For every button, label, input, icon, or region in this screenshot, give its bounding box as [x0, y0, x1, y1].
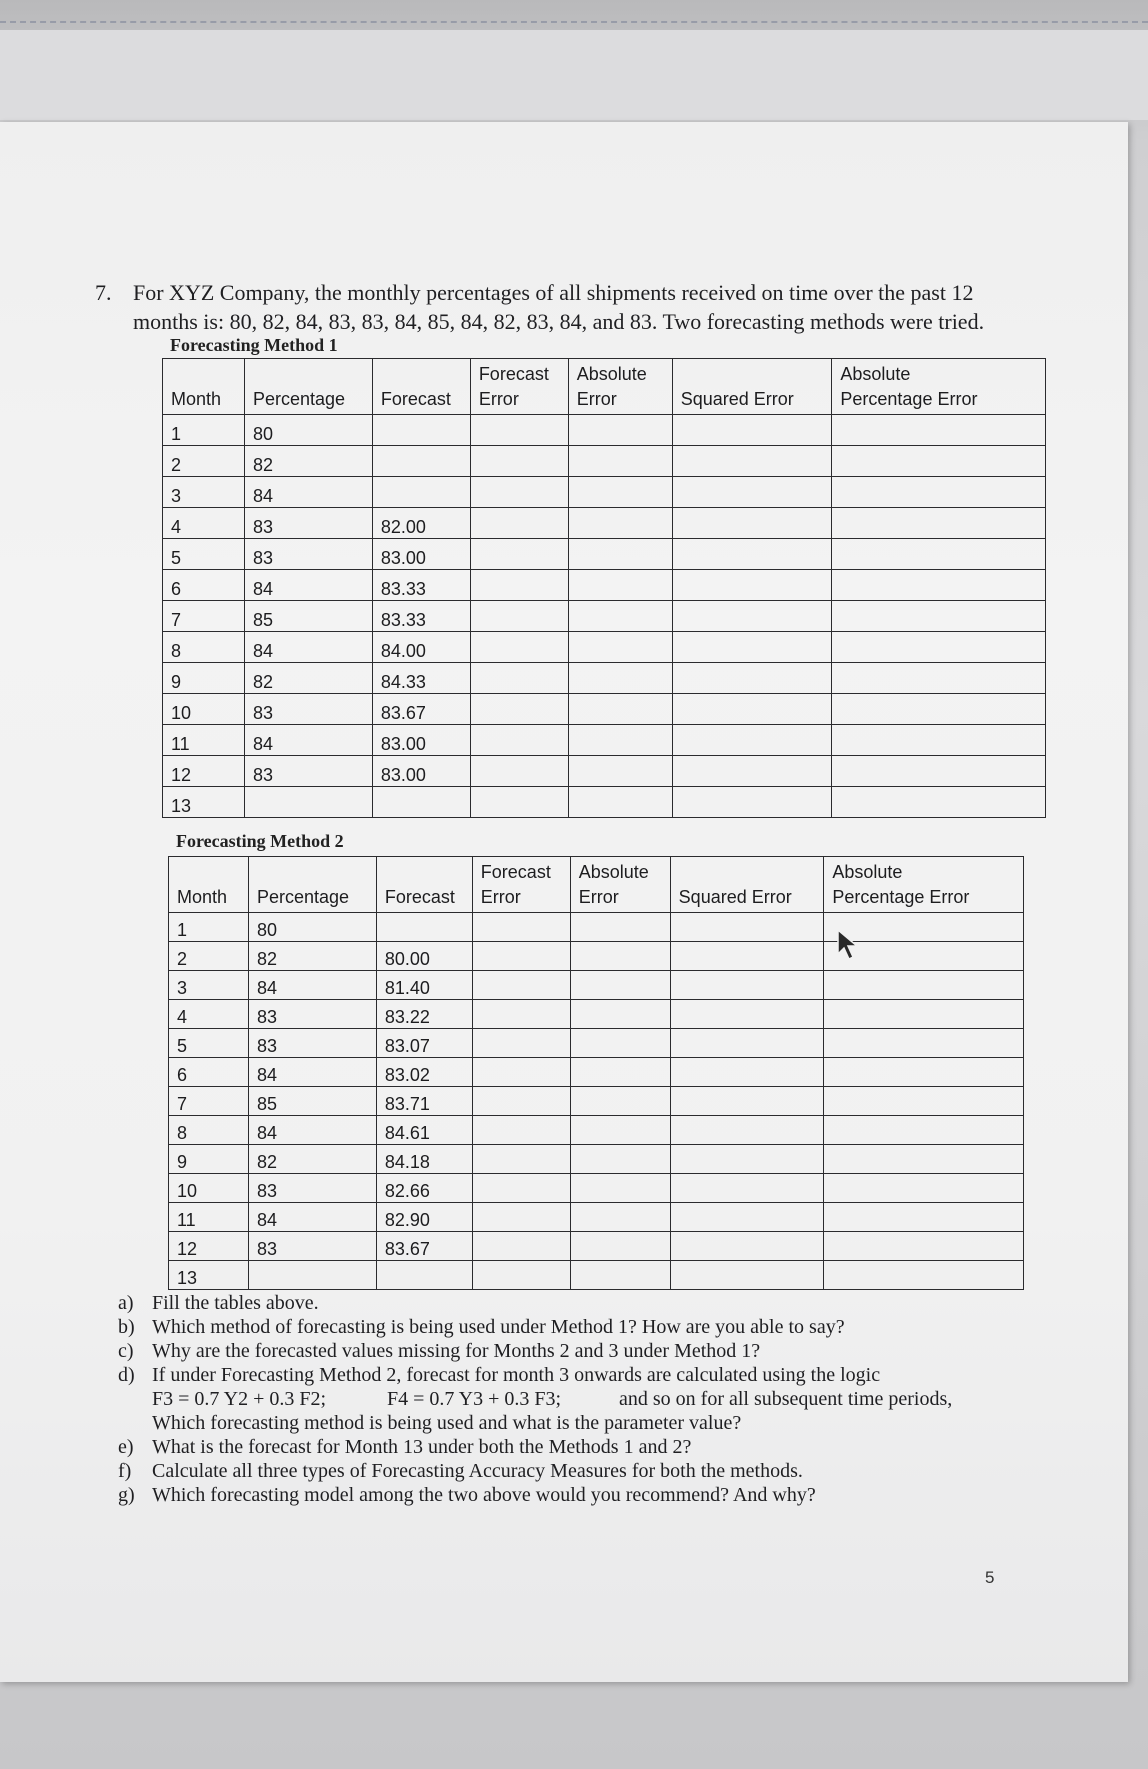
header-forecast-error: Forecast Error — [472, 857, 570, 913]
cell-absolute-percentage-error[interactable] — [824, 971, 1024, 1000]
table-row — [169, 971, 1024, 1000]
table-row — [163, 539, 1046, 570]
subquestion-c: c) Why are the forecasted values missing for Months 2 and 3 under Method 1? — [118, 1340, 761, 1362]
table-row — [169, 1261, 1024, 1290]
cell-squared-error[interactable] — [672, 539, 832, 570]
cell-absolute-percentage-error[interactable] — [832, 570, 1046, 601]
cell-squared-error[interactable] — [670, 1029, 824, 1058]
cell-percentage: 83 — [248, 1000, 376, 1029]
header-month: Month — [169, 857, 249, 913]
cell-forecast: 83.67 — [376, 1232, 472, 1261]
cell-percentage: 85 — [244, 601, 372, 632]
cell-absolute-percentage-error[interactable] — [824, 1029, 1024, 1058]
subquestion-d: d) If under Forecasting Method 2, forecast for month 3 onwards are calculated using the logic — [118, 1364, 881, 1386]
table-row — [163, 787, 1046, 818]
cell-forecast-error[interactable] — [472, 1232, 570, 1261]
cell-forecast: 83.22 — [376, 1000, 472, 1029]
table-row — [163, 725, 1046, 756]
cell-forecast-error[interactable] — [470, 725, 568, 756]
cell-absolute-error[interactable] — [570, 1145, 670, 1174]
cell-absolute-percentage-error[interactable] — [824, 1203, 1024, 1232]
cell-squared-error[interactable] — [672, 601, 832, 632]
cell-month: 3 — [169, 971, 249, 1000]
cell-percentage: 80 — [248, 913, 376, 942]
cell-percentage: 84 — [248, 1116, 376, 1145]
cell-month: 8 — [163, 632, 245, 663]
formula-f4: F4 = 0.7 Y3 + 0.3 F3; — [387, 1388, 562, 1410]
table-row — [169, 1087, 1024, 1116]
cell-forecast: 83.33 — [372, 570, 470, 601]
cell-forecast — [372, 787, 470, 818]
cell-forecast-error[interactable] — [472, 1058, 570, 1087]
cell-forecast-error[interactable] — [472, 1261, 570, 1290]
cell-percentage: 85 — [248, 1087, 376, 1116]
cell-squared-error[interactable] — [672, 694, 832, 725]
cell-percentage: 83 — [248, 1232, 376, 1261]
cell-absolute-error[interactable] — [570, 1261, 670, 1290]
cell-squared-error[interactable] — [670, 1203, 824, 1232]
cell-absolute-error[interactable] — [568, 446, 672, 477]
cell-month: 7 — [163, 601, 245, 632]
table-row — [163, 508, 1046, 539]
cell-forecast: 82.00 — [372, 508, 470, 539]
cell-forecast — [372, 415, 470, 446]
cell-forecast: 84.00 — [372, 632, 470, 663]
cell-percentage: 84 — [248, 1058, 376, 1087]
cell-squared-error[interactable] — [670, 1000, 824, 1029]
cell-percentage: 82 — [248, 942, 376, 971]
cell-absolute-percentage-error[interactable] — [824, 1232, 1024, 1261]
header-absolute-error: Absolute Error — [570, 857, 670, 913]
cell-month: 4 — [163, 508, 245, 539]
header-percentage: Percentage — [244, 359, 372, 415]
cell-forecast — [376, 913, 472, 942]
cell-month: 13 — [169, 1261, 249, 1290]
cell-percentage: 84 — [244, 477, 372, 508]
cell-month: 2 — [163, 446, 245, 477]
cell-month: 8 — [169, 1116, 249, 1145]
cell-absolute-percentage-error[interactable] — [832, 663, 1046, 694]
cell-absolute-error[interactable] — [568, 725, 672, 756]
previous-page-edge — [0, 30, 1148, 120]
cell-squared-error[interactable] — [672, 508, 832, 539]
cell-squared-error[interactable] — [670, 1087, 824, 1116]
cell-month: 11 — [169, 1203, 249, 1232]
cell-month: 12 — [169, 1232, 249, 1261]
cell-forecast — [376, 1261, 472, 1290]
cell-absolute-error[interactable] — [568, 694, 672, 725]
subquestion-e: e) What is the forecast for Month 13 under both the Methods 1 and 2? — [118, 1436, 692, 1458]
table-row — [163, 415, 1046, 446]
table-row — [169, 1116, 1024, 1145]
page-number: 5 — [985, 1568, 995, 1587]
cell-forecast-error[interactable] — [472, 1116, 570, 1145]
cell-percentage: 83 — [248, 1174, 376, 1203]
cell-forecast-error[interactable] — [470, 756, 568, 787]
cell-percentage: 84 — [244, 632, 372, 663]
cell-absolute-error[interactable] — [570, 1029, 670, 1058]
cell-percentage: 83 — [244, 539, 372, 570]
cell-absolute-error[interactable] — [568, 477, 672, 508]
cell-forecast — [372, 446, 470, 477]
table-row — [169, 1058, 1024, 1087]
cell-forecast-error[interactable] — [472, 1145, 570, 1174]
table-row — [163, 446, 1046, 477]
question-7 — [95, 278, 1095, 336]
cell-squared-error[interactable] — [670, 971, 824, 1000]
cell-forecast: 83.00 — [372, 725, 470, 756]
cell-forecast: 80.00 — [376, 942, 472, 971]
cell-month: 10 — [169, 1174, 249, 1203]
cell-month: 5 — [163, 539, 245, 570]
cell-forecast-error[interactable] — [472, 1174, 570, 1203]
subquestion-g: g) Which forecasting model among the two above would you recommend? And why? — [118, 1484, 816, 1506]
cell-forecast-error[interactable] — [472, 1087, 570, 1116]
cell-forecast-error[interactable] — [470, 415, 568, 446]
cell-forecast-error[interactable] — [470, 632, 568, 663]
cell-squared-error[interactable] — [670, 942, 824, 971]
subquestion-a: a) Fill the tables above. — [118, 1292, 319, 1314]
cell-forecast: 83.67 — [372, 694, 470, 725]
header-month: Month — [163, 359, 245, 415]
cell-percentage: 82 — [244, 663, 372, 694]
cell-absolute-percentage-error[interactable] — [832, 477, 1046, 508]
cell-forecast: 82.90 — [376, 1203, 472, 1232]
cell-forecast-error[interactable] — [470, 787, 568, 818]
formula-question: Which forecasting method is being used and what is the parameter value? — [152, 1412, 742, 1434]
method1-table — [162, 358, 1046, 818]
cell-absolute-percentage-error[interactable] — [824, 1174, 1024, 1203]
cell-forecast — [372, 477, 470, 508]
table-row — [169, 1232, 1024, 1261]
cell-absolute-error[interactable] — [570, 1174, 670, 1203]
header-squared-error: Squared Error — [672, 359, 832, 415]
cell-percentage: 80 — [244, 415, 372, 446]
cell-absolute-error[interactable] — [570, 1058, 670, 1087]
cell-absolute-error[interactable] — [568, 632, 672, 663]
cell-month: 9 — [169, 1145, 249, 1174]
cell-absolute-percentage-error[interactable] — [824, 1261, 1024, 1290]
cell-percentage: 83 — [244, 756, 372, 787]
cell-percentage: 84 — [248, 1203, 376, 1232]
cell-forecast-error[interactable] — [472, 1029, 570, 1058]
cell-forecast-error[interactable] — [470, 663, 568, 694]
cell-absolute-error[interactable] — [570, 1000, 670, 1029]
table-row — [169, 1029, 1024, 1058]
cell-squared-error[interactable] — [672, 725, 832, 756]
cell-absolute-error[interactable] — [568, 508, 672, 539]
cell-squared-error[interactable] — [672, 477, 832, 508]
cell-month: 7 — [169, 1087, 249, 1116]
cell-month: 3 — [163, 477, 245, 508]
cell-forecast-error[interactable] — [472, 1000, 570, 1029]
cell-forecast: 84.18 — [376, 1145, 472, 1174]
cell-absolute-error[interactable] — [568, 601, 672, 632]
cell-month: 1 — [163, 415, 245, 446]
cell-absolute-error[interactable] — [570, 971, 670, 1000]
method1-title: Forecasting Method 1 — [170, 335, 338, 355]
cell-squared-error[interactable] — [670, 913, 824, 942]
cell-month: 12 — [163, 756, 245, 787]
table-row — [163, 756, 1046, 787]
cell-absolute-percentage-error[interactable] — [832, 632, 1046, 663]
cell-absolute-error[interactable] — [570, 913, 670, 942]
cell-month: 10 — [163, 694, 245, 725]
cell-forecast: 84.33 — [372, 663, 470, 694]
cell-squared-error[interactable] — [672, 446, 832, 477]
cell-month: 5 — [169, 1029, 249, 1058]
method2-title: Forecasting Method 2 — [176, 831, 344, 851]
cell-forecast: 83.07 — [376, 1029, 472, 1058]
cell-month: 4 — [169, 1000, 249, 1029]
cell-percentage: 84 — [248, 971, 376, 1000]
cell-percentage: 82 — [248, 1145, 376, 1174]
cell-absolute-percentage-error[interactable] — [824, 1087, 1024, 1116]
cell-absolute-error[interactable] — [570, 942, 670, 971]
cell-absolute-error[interactable] — [568, 570, 672, 601]
header-forecast-error: Forecast Error — [470, 359, 568, 415]
cell-squared-error[interactable] — [670, 1232, 824, 1261]
cell-forecast-error[interactable] — [470, 570, 568, 601]
cell-percentage: 82 — [244, 446, 372, 477]
cell-percentage: 83 — [244, 508, 372, 539]
cell-squared-error[interactable] — [670, 1174, 824, 1203]
cell-absolute-percentage-error[interactable] — [832, 694, 1046, 725]
question-line-2: months is: 80, 82, 84, 83, 83, 84, 85, 84, 82, 83, 84, and 83. Two forecasting methods were tried. — [133, 309, 985, 334]
cell-absolute-percentage-error[interactable] — [832, 601, 1046, 632]
cell-forecast: 83.00 — [372, 756, 470, 787]
header-percentage: Percentage — [248, 857, 376, 913]
cell-percentage: 84 — [244, 725, 372, 756]
mouse-cursor-icon — [836, 928, 862, 962]
cell-forecast-error[interactable] — [470, 508, 568, 539]
cell-squared-error[interactable] — [670, 1058, 824, 1087]
cell-absolute-error[interactable] — [570, 1232, 670, 1261]
cell-absolute-percentage-error[interactable] — [824, 1000, 1024, 1029]
cell-absolute-error[interactable] — [570, 1116, 670, 1145]
cell-absolute-percentage-error[interactable] — [824, 1145, 1024, 1174]
table-row — [169, 942, 1024, 971]
cell-month: 1 — [169, 913, 249, 942]
cell-forecast: 84.61 — [376, 1116, 472, 1145]
cell-percentage: 84 — [244, 570, 372, 601]
cell-absolute-error[interactable] — [568, 415, 672, 446]
cell-forecast-error[interactable] — [470, 539, 568, 570]
table-row — [163, 601, 1046, 632]
cell-forecast: 83.33 — [372, 601, 470, 632]
cell-squared-error[interactable] — [672, 663, 832, 694]
cell-percentage — [244, 787, 372, 818]
cell-squared-error[interactable] — [672, 570, 832, 601]
cell-month: 11 — [163, 725, 245, 756]
header-squared-error: Squared Error — [670, 857, 824, 913]
cell-month: 2 — [169, 942, 249, 971]
cell-squared-error[interactable] — [672, 415, 832, 446]
cell-forecast-error[interactable] — [470, 477, 568, 508]
cell-absolute-error[interactable] — [568, 539, 672, 570]
formula-tail: and so on for all subsequent time periods, — [619, 1388, 953, 1410]
table-row — [163, 694, 1046, 725]
cell-forecast-error[interactable] — [470, 446, 568, 477]
cell-forecast: 83.71 — [376, 1087, 472, 1116]
cell-absolute-percentage-error[interactable] — [832, 756, 1046, 787]
cell-forecast-error[interactable] — [470, 694, 568, 725]
top-dashed-border — [0, 21, 1148, 23]
header-forecast: Forecast — [372, 359, 470, 415]
cell-forecast: 82.66 — [376, 1174, 472, 1203]
cell-forecast: 81.40 — [376, 971, 472, 1000]
cell-percentage — [248, 1261, 376, 1290]
cell-forecast-error[interactable] — [472, 913, 570, 942]
cell-squared-error[interactable] — [672, 756, 832, 787]
cell-absolute-error[interactable] — [568, 756, 672, 787]
cell-forecast-error[interactable] — [472, 971, 570, 1000]
cell-month: 9 — [163, 663, 245, 694]
cell-forecast: 83.00 — [372, 539, 470, 570]
question-number: 7. — [95, 280, 112, 305]
cell-absolute-percentage-error[interactable] — [832, 725, 1046, 756]
header-absolute-percentage-error: Absolute Percentage Error — [832, 359, 1046, 415]
cell-forecast: 83.02 — [376, 1058, 472, 1087]
method2-table — [168, 856, 1024, 1290]
cell-absolute-percentage-error[interactable] — [832, 787, 1046, 818]
cell-month: 6 — [169, 1058, 249, 1087]
cell-forecast-error[interactable] — [470, 601, 568, 632]
header-forecast: Forecast — [376, 857, 472, 913]
cell-absolute-percentage-error[interactable] — [832, 508, 1046, 539]
table-row — [169, 1174, 1024, 1203]
cell-absolute-error[interactable] — [568, 787, 672, 818]
table-row — [169, 1145, 1024, 1174]
header-absolute-percentage-error: Absolute Percentage Error — [824, 857, 1024, 913]
table-row — [163, 477, 1046, 508]
cell-absolute-percentage-error[interactable] — [824, 1058, 1024, 1087]
subquestions — [118, 1291, 1018, 1507]
table-row — [163, 632, 1046, 663]
cell-absolute-error[interactable] — [570, 1087, 670, 1116]
subquestion-f: f) Calculate all three types of Forecasting Accuracy Measures for both the methods. — [118, 1460, 803, 1482]
formula-line — [118, 1387, 1018, 1411]
table-row — [163, 570, 1046, 601]
header-absolute-error: Absolute Error — [568, 359, 672, 415]
subquestion-b: b) Which method of forecasting is being used under Method 1? How are you able to say? — [118, 1316, 845, 1338]
cell-percentage: 83 — [248, 1029, 376, 1058]
cell-month: 6 — [163, 570, 245, 601]
cell-squared-error[interactable] — [670, 1116, 824, 1145]
cell-squared-error[interactable] — [670, 1261, 824, 1290]
cell-forecast-error[interactable] — [472, 1203, 570, 1232]
cell-month: 13 — [163, 787, 245, 818]
cell-absolute-percentage-error[interactable] — [824, 1116, 1024, 1145]
cell-squared-error[interactable] — [672, 632, 832, 663]
table-row — [169, 1000, 1024, 1029]
cell-percentage: 83 — [244, 694, 372, 725]
cell-absolute-percentage-error[interactable] — [832, 539, 1046, 570]
table-row — [169, 913, 1024, 942]
cell-absolute-percentage-error[interactable] — [832, 446, 1046, 477]
cell-squared-error[interactable] — [670, 1145, 824, 1174]
cell-absolute-error[interactable] — [568, 663, 672, 694]
cell-forecast-error[interactable] — [472, 942, 570, 971]
cell-squared-error[interactable] — [672, 787, 832, 818]
table-row — [169, 1203, 1024, 1232]
cell-absolute-error[interactable] — [570, 1203, 670, 1232]
cell-absolute-percentage-error[interactable] — [832, 415, 1046, 446]
question-line-1: For XYZ Company, the monthly percentages of all shipments received on time over the past 12 — [133, 280, 974, 305]
table-row — [163, 663, 1046, 694]
formula-f3: F3 = 0.7 Y2 + 0.3 F2; — [152, 1388, 327, 1410]
